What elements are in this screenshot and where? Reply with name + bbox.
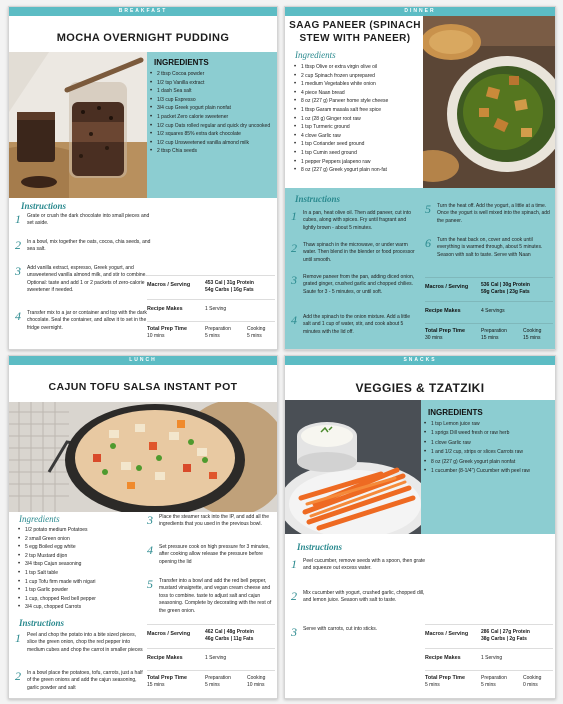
ingredient-item: • 1 oz (28 g) Ginger root raw [291,115,425,124]
ingredient-item: • 1/2 tsp Vanilla extract [147,79,275,88]
step-number: 2 [15,238,21,252]
ingredient-item: • 8 oz (227 g) Paneer home style cheese [291,97,425,106]
step-number: 5 [425,202,431,216]
ingredient-item: • 1 cup, chopped Red bell pepper [15,595,147,604]
prep-label: Total Prep Time [425,328,465,334]
ingredient-item: • 1/2 cup Unsweetened vanilla almond milk [147,139,275,148]
ingredient-item: • 1 cucumber (8-1/4") Cucumber with peel raw [421,467,553,476]
prep-label: Total Prep Time [147,326,187,332]
makes-label: Recipe Makes [425,655,461,661]
step-text: Grate or crush the dark chocolate into small pieces and set aside. [27,213,150,227]
pudding-jar-illustration [9,52,147,198]
macros-calories: 536 Cal | 30g Protein [481,282,530,288]
macros-label: Macros / Serving [425,284,469,290]
macros-carbs: 54g Carbs | 16g Fats [205,287,254,293]
macros-label: Macros / Serving [147,282,191,288]
mocha-pudding-photo [9,52,147,198]
instructions-heading: Instructions [295,194,341,204]
step-number: 1 [291,557,297,571]
instruction-step [15,213,153,228]
ingredients-list [147,70,278,156]
ingredient-item: • 3/4 cup Greek yogurt plain nonfat [147,104,275,113]
step-text: Transfer into a bowl and add the red bell pepper, mustard vinaigrette, and vegan cream cheese and toss to combine. taste to adjust salt and cajun seasoning. Complete by decorating with the rest of the green onion. [159,578,272,614]
step-text: In a pan, heat olive oil. Then add paneer, cut into cubes, along with spices. Fry until fragrant and lightly brown - about 5 minutes. [303,210,412,231]
ingredient-item: • 1 medium Vegetables white onion [291,80,425,89]
cooking-label: Cooking [247,326,266,332]
category-label: DINNER [285,7,555,16]
recipe-title: VEGGIES & TZATZIKI [355,381,485,395]
ingredients-panel [147,52,278,198]
ingredient-item: • 5 egg Boiled egg white [15,543,147,552]
recipe-card-snacks [284,355,556,699]
step-text: Add vanilla extract, espresso, Greek yogurt, and unsweetened vanilla almond milk, and stir to combine. Optional: taste and add 1 or 2 packets of zero-calorie sweetener if needed. [27,265,147,294]
preparation-label: Preparation [481,675,507,681]
ingredient-item: • 1/3 cup Espresso [147,96,275,105]
ingredient-item: • 4 clove Garlic raw [291,132,425,141]
step-text: Mix cucumber with yogurt, crushed garlic, chopped dill, and lemon juice. Season with salt to taste. [303,590,425,604]
recipe-title: SAAG PANEER (SPINACH STEW WITH PANEER) [289,20,421,44]
macros-carbs: 46g Carbs | 11g Fats [205,636,254,642]
ingredient-item: • 8 oz (227 g) Greek yogurt plain nonfat [421,458,553,467]
recipe-card-dinner [284,6,556,350]
ingredients-list [291,63,425,175]
ingredient-item: • 1 dash Sea salt [147,87,275,96]
ingredient-item: • 1 cup Tofu firm made with nigari [15,578,147,587]
ingredient-item: • 8 oz (227 g) Greek yogurt plain non-fat [291,166,425,175]
step-text: Transfer mix to a jar or container and top with the dark chocolate. Seal the container, and allow it to set in the fridge overnight. [27,310,147,331]
ingredients-heading: INGREDIENTS [428,408,483,417]
prep-total: 10 mins [147,333,165,339]
step-text: Place the steamer rack into the IP, and add all the ingredients that you used in the previous bowl. [159,514,269,528]
ingredient-item: • 1/2 squares 85% extra dark chocolate [147,130,275,139]
instruction-step [291,590,555,605]
cooking-label: Cooking [523,675,542,681]
ingredient-item: • 1 and 1/2 cup, strips or slices Carrots raw [421,448,553,457]
step-number: 4 [147,543,153,557]
ingredient-item: • 2 tsp Mustard dijon [15,552,147,561]
step-number: 1 [291,209,297,223]
ingredient-item: • 4 piece Naan bread [291,89,425,98]
macros-label: Macros / Serving [425,631,469,637]
instruction-step [291,314,419,336]
carrots-dip-illustration [285,400,421,534]
instruction-step [291,210,419,232]
ingredients-list [421,420,556,476]
preparation-value: 15 mins [481,335,499,341]
ingredient-item: • 3/4 tbsp Cajun seasoning [15,560,147,569]
step-text: Set pressure cook on high pressure for 3 minutes, after cooking allow release the pressure before opening the lid [159,544,270,565]
saag-paneer-photo [423,16,556,188]
step-text: Serve with carrots, cut into sticks. [303,626,378,632]
macros-calories: 453 Cal | 31g Protein [205,280,254,286]
saag-bowl-illustration [423,16,556,188]
cooking-value: 10 mins [247,682,265,688]
ingredient-item: • 2 cup Spinach frozen unprepared [291,72,425,81]
prep-label: Total Prep Time [147,675,187,681]
makes-label: Recipe Makes [147,306,183,312]
instructions-heading: Instructions [21,201,67,211]
preparation-value: 5 mins [205,333,220,339]
step-text: Peel cucumber, remove seeds with a spoon, then grate and squeeze out excess water. [303,558,426,572]
prep-total: 30 mins [425,335,443,341]
recipe-title: MOCHA OVERNIGHT PUDDING [56,32,230,44]
ingredients-heading: INGREDIENTS [154,58,209,67]
ingredient-item: • 2 tbsp Cocoa powder [147,70,275,79]
ingredient-item: • 1/2 cup Oats rolled regular and quick dry uncooked [147,122,275,131]
preparation-value: 5 mins [205,682,220,688]
step-number: 1 [15,631,21,645]
step-text: In a bowl, mix together the oats, cocoa, chia seeds, and sea salt. [27,239,151,253]
ingredient-item: • 1 pepper Peppers jalapeno raw [291,158,425,167]
step-number: 6 [425,236,431,250]
step-number: 4 [15,309,21,323]
step-number: 5 [147,577,153,591]
recipe-facts [425,624,553,696]
macros-carbs: 38g Carbs | 2g Fats [481,636,527,642]
instructions-heading: Instructions [297,542,343,552]
makes-label: Recipe Makes [425,308,461,314]
instruction-step [425,237,553,259]
makes-label: Recipe Makes [147,655,183,661]
category-label: LUNCH [9,356,277,365]
recipe-facts [147,275,275,347]
step-number: 2 [291,589,297,603]
instruction-step [291,274,419,296]
instruction-step [15,239,153,254]
instruction-step [425,203,553,225]
makes-value: 4 Servings [481,308,505,314]
step-number: 2 [291,241,297,255]
cooking-value: 5 mins [247,333,262,339]
prep-label: Total Prep Time [425,675,465,681]
step-text: Turn the heat off. Add the yogurt, a little at a time. Once the yogurt is well mixed into the spinach, add the paneer. [437,203,550,224]
ingredient-item: • 1 tsp Salt table [15,569,147,578]
preparation-label: Preparation [481,328,507,334]
category-label: SNACKS [285,356,555,365]
macros-label: Macros / Serving [147,631,191,637]
ingredient-item: • 1 tsp Turmeric ground [291,123,425,132]
step-text: In a bowl place the potatoes, tofu, carrots, just a half of the green onions and add the cajun seasoning, garlic powder and salt [27,670,143,691]
instruction-step [147,544,275,566]
veggies-tzatziki-photo [285,400,421,534]
recipe-facts [147,624,275,696]
ingredient-item: • 1 tsp Cumin seed ground [291,149,425,158]
instruction-step [291,242,419,264]
ingredient-item: • 1 tsp Garlic powder [15,586,147,595]
prep-total: 5 mins [425,682,440,688]
step-text: Thaw spinach in the microwave, or under warm water. Then blend in the blender or food processor until smooth. [303,242,415,263]
ingredient-item: • 1 packet Zero calorie sweetener [147,113,275,122]
step-text: Remove paneer from the pan, adding diced onion, grated ginger, crushed garlic and chopped chilies. Saute for 3 - 5 minutes, or until soft. [303,274,415,295]
ingredient-item: • 1/2 potato medium Potatoes [15,526,147,535]
step-number: 1 [15,212,21,226]
recipe-title: CAJUN TOFU SALSA INSTANT POT [48,381,238,393]
preparation-value: 5 mins [481,682,496,688]
preparation-label: Preparation [205,326,231,332]
step-number: 2 [15,669,21,683]
ingredient-item: • 1 tbsp Olive or extra virgin olive oil [291,63,425,72]
category-label: BREAKFAST [9,7,277,16]
ingredient-item: • 1 tsp Coriander seed ground [291,140,425,149]
cajun-tofu-photo [9,402,278,512]
makes-value: 1 Serving [205,306,227,312]
cooking-value: 15 mins [523,335,541,341]
recipe-facts [425,277,553,349]
recipe-card-lunch [8,355,278,699]
instruction-step [147,578,275,615]
step-number: 3 [291,273,297,287]
step-number: 3 [291,625,297,639]
ingredients-list [15,526,147,612]
instruction-step [291,558,555,573]
macros-carbs: 59g Carbs | 23g Fats [481,289,530,295]
instruction-step [15,265,153,295]
step-number: 3 [15,264,21,278]
step-number: 4 [291,313,297,327]
instructions-heading: Instructions [19,618,65,628]
instruction-step [15,632,147,654]
macros-calories: 286 Cal | 27g Protein [481,629,530,635]
preparation-label: Preparation [205,675,231,681]
ingredient-item: • 2 tbsp Chia seeds [147,147,275,156]
makes-value: 1 Serving [205,655,227,661]
step-number: 3 [147,513,153,527]
cooking-label: Cooking [523,328,542,334]
step-text: Peel and chop the potato into a bite sized pieces, slice the green onion, chop the red pepper into medium cubes and chop the carrot in smaller pieces [27,632,143,653]
instruction-step [15,670,147,692]
ingredient-item: • 1 tbsp Garam masala salt free spice [291,106,425,115]
tofu-bowl-illustration [9,402,278,512]
instruction-step [147,514,275,529]
cooking-label: Cooking [247,675,266,681]
step-text: Turn the heat back on, cover and cook until everything is warmed through, about 5 minutes. Season with salt to taste. Serve with Naan [437,237,543,258]
ingredients-panel [421,400,556,534]
ingredient-item: • 2 small Green onion [15,535,147,544]
ingredient-item: • 1 clove Garlic raw [421,439,553,448]
prep-total: 15 mins [147,682,165,688]
macros-calories: 462 Cal | 48g Protein [205,629,254,635]
ingredient-item: • 1 sprigs Dill weed fresh or raw herb [421,429,553,438]
ingredients-heading: Ingredients [19,514,60,524]
ingredients-heading: Ingredients [295,50,336,60]
cooking-value: 0 mins [523,682,538,688]
makes-value: 1 Serving [481,655,503,661]
instruction-step [15,310,153,332]
recipe-card-breakfast [8,6,278,350]
ingredient-item: • 3/4 cup, chopped Carrots [15,603,147,612]
ingredient-item: • 1 tsp Lemon juice raw [421,420,553,429]
step-text: Add the spinach to the onion mixture. Add a little salt and 1 cup of water, stir, and cook about 5 minutes with the lid off. [303,314,411,335]
